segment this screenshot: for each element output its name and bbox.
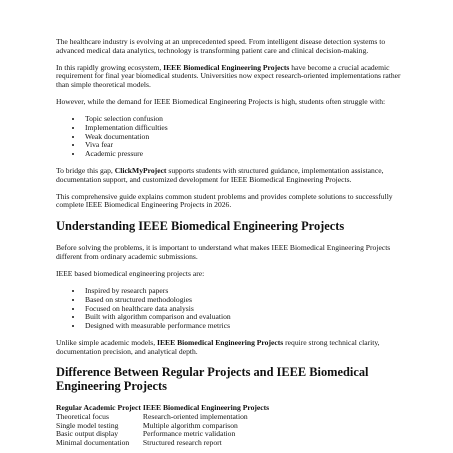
- intro-paragraph-1: The healthcare industry is evolving at an unprecedented speed. From intelligent disease detection systems to advanced medical data analytics, technology is transforming patient care and clinical decision-making.: [56, 37, 386, 55]
- list-item: • Inspired by research papers: [83, 287, 401, 296]
- section1-paragraph-3: Unlike simple academic models, IEEE Biomedical Engineering Projects require strong technical clarity, documentation precision, and analytical depth.: [56, 338, 380, 356]
- list-item: • Weak documentation: [83, 133, 401, 142]
- section-heading-difference: Difference Between Regular Projects and IEEE Biomedical Engineering Projects: [56, 365, 369, 393]
- table-cell: Performance metric validation: [142, 429, 236, 439]
- list-item: • Topic selection confusion: [83, 115, 401, 124]
- table-cell: Structured research report: [142, 437, 222, 447]
- struggles-list: [56, 115, 401, 158]
- intro-paragraph-4: To bridge this gap, ClickMyProject supports students with structured guidance, implementation assistance, documentation support, and customized development for IEEE Biomedical Engineering Projects.: [56, 165, 384, 184]
- list-item: • Designed with measurable performance metrics: [83, 322, 401, 331]
- table-cell: Basic output display: [56, 429, 119, 439]
- list-item: • Built with algorithm comparison and evaluation: [83, 313, 401, 322]
- section1-paragraph-1: Before solving the problems, it is important to understand what makes IEEE Biomedical Engineering Projects different from ordinary academic submissions.: [56, 243, 391, 262]
- intro-paragraph-5: This comprehensive guide explains common student problems and provides complete solutions to successfully complete IEEE Biomedical Engineering Projects in 2026.: [56, 191, 393, 210]
- list-item: • Focused on healthcare data analysis: [83, 305, 401, 314]
- table-cell: Research-oriented implementation: [142, 411, 248, 421]
- table-cell: Multiple algorithm comparison: [142, 420, 238, 430]
- list-item: • Academic pressure: [83, 150, 401, 159]
- table-cell: Theoretical focus: [56, 411, 109, 421]
- list-item: • Viva fear: [83, 141, 401, 150]
- features-list: [56, 287, 401, 330]
- table-header-ieee: IEEE Biomedical Engineering Projects: [142, 403, 270, 413]
- table-cell: Minimal documentation: [56, 437, 130, 447]
- section1-paragraph-2: IEEE based biomedical engineering projects are:: [56, 269, 205, 279]
- section-heading-understanding: Understanding IEEE Biomedical Engineering Projects: [56, 218, 345, 233]
- table-row: [56, 439, 271, 448]
- article-body: [56, 38, 401, 447]
- intro-paragraph-3: However, while the demand for IEEE Biomedical Engineering Projects is high, students often struggle with:: [56, 97, 386, 107]
- table-header-regular: Regular Academic Project: [56, 403, 141, 413]
- list-item: • Implementation difficulties: [83, 124, 401, 133]
- table-cell: Single model testing: [56, 420, 119, 430]
- comparison-table: [56, 404, 271, 447]
- list-item: • Based on structured methodologies: [83, 296, 401, 305]
- intro-paragraph-2: In this rapidly growing ecosystem, IEEE Biomedical Engineering Projects have become a crucial academic requirement for final year biomedical students. Universities now expect research-oriented implementations rather than simple theoretical models.: [56, 62, 401, 89]
